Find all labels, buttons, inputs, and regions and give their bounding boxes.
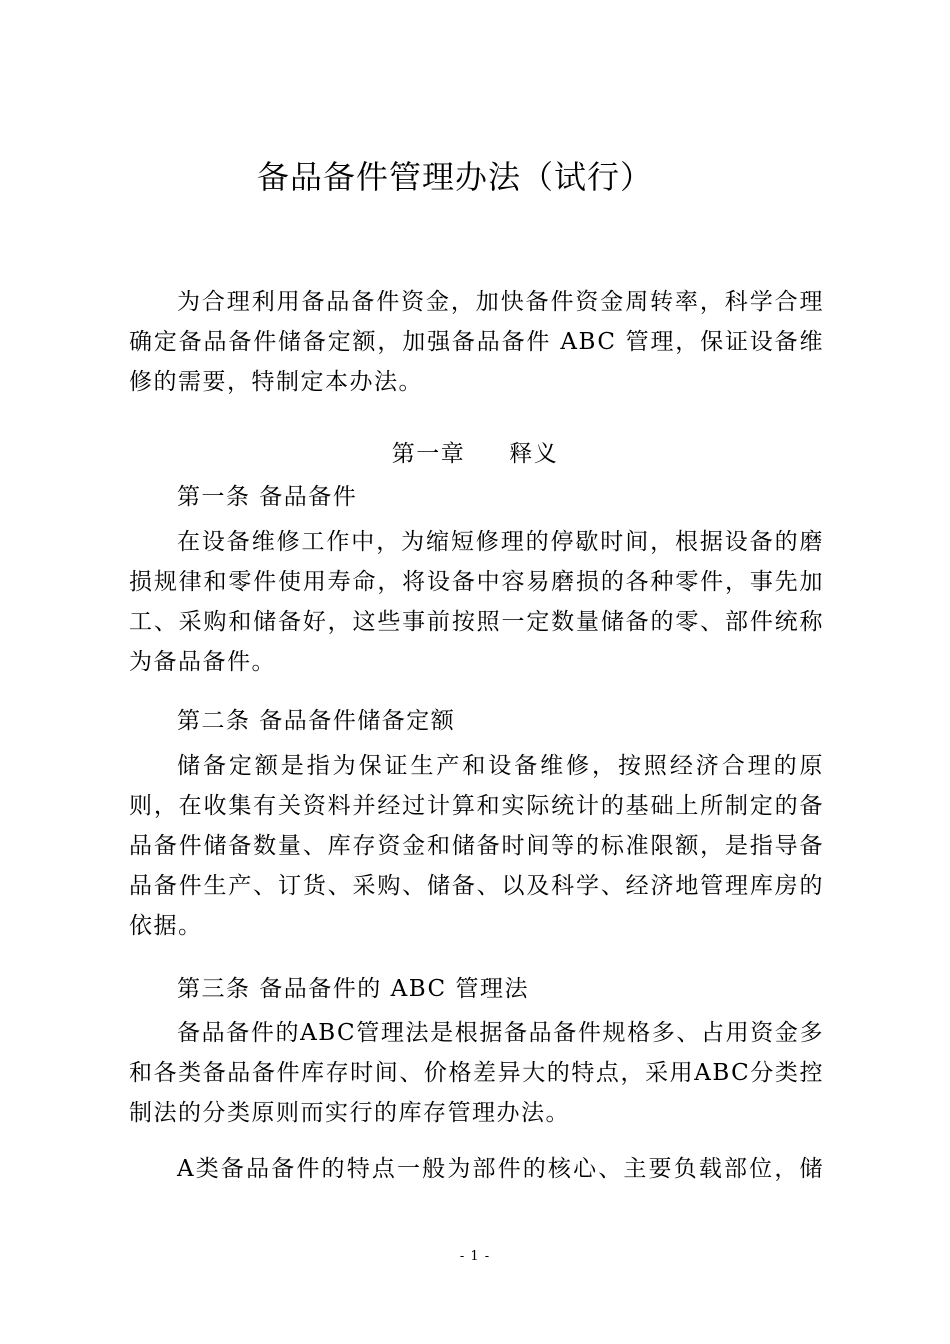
article-2-paragraph: 储备定额是指为保证生产和设备维修，按照经济合理的原则，在收集有关资料并经过计算和实际统计的基础上所制定的备品备件储备数量、库存资金和储备时间等的标准限额，是指导备品备件生产、订货、采购、储备、以及科学、经济地管理库房的依据。 xyxy=(129,753,824,939)
article-1-heading: 第一条 备品备件 xyxy=(177,484,358,510)
intro-paragraph: 为合理利用备品备件资金，加快备件资金周转率，科学合理确定备品备件储备定额，加强备品备件 ABC 管理，保证设备维修的需要，特制定本办法。 xyxy=(129,289,824,395)
article-1-paragraph: 在设备维修工作中，为缩短修理的停歇时间，根据设备的磨损规律和零件使用寿命，将设备中容易磨损的各种零件，事先加工、采购和储备好，这些事前按照一定数量储备的零、部件统称为备品备件。 xyxy=(129,529,824,675)
article-2-heading: 第二条 备品备件储备定额 xyxy=(177,708,456,734)
class-a-paragraph-start: A类备品备件的特点一般为部件的核心、主要负载部位，储 xyxy=(177,1156,824,1182)
article-3-heading: 第三条 备品备件的 ABC 管理法 xyxy=(177,976,529,1002)
document-title: 备品备件管理办法（试行） xyxy=(256,158,653,196)
article-3-paragraph: 备品备件的ABC管理法是根据备品备件规格多、占用资金多和各类备品备件库存时间、价格差异大的特点，采用ABC分类控制法的分类原则而实行的库存管理办法。 xyxy=(129,1020,824,1126)
page-number: - 1 - xyxy=(459,1249,491,1264)
chapter-heading: 第一章 释义 xyxy=(391,441,559,467)
